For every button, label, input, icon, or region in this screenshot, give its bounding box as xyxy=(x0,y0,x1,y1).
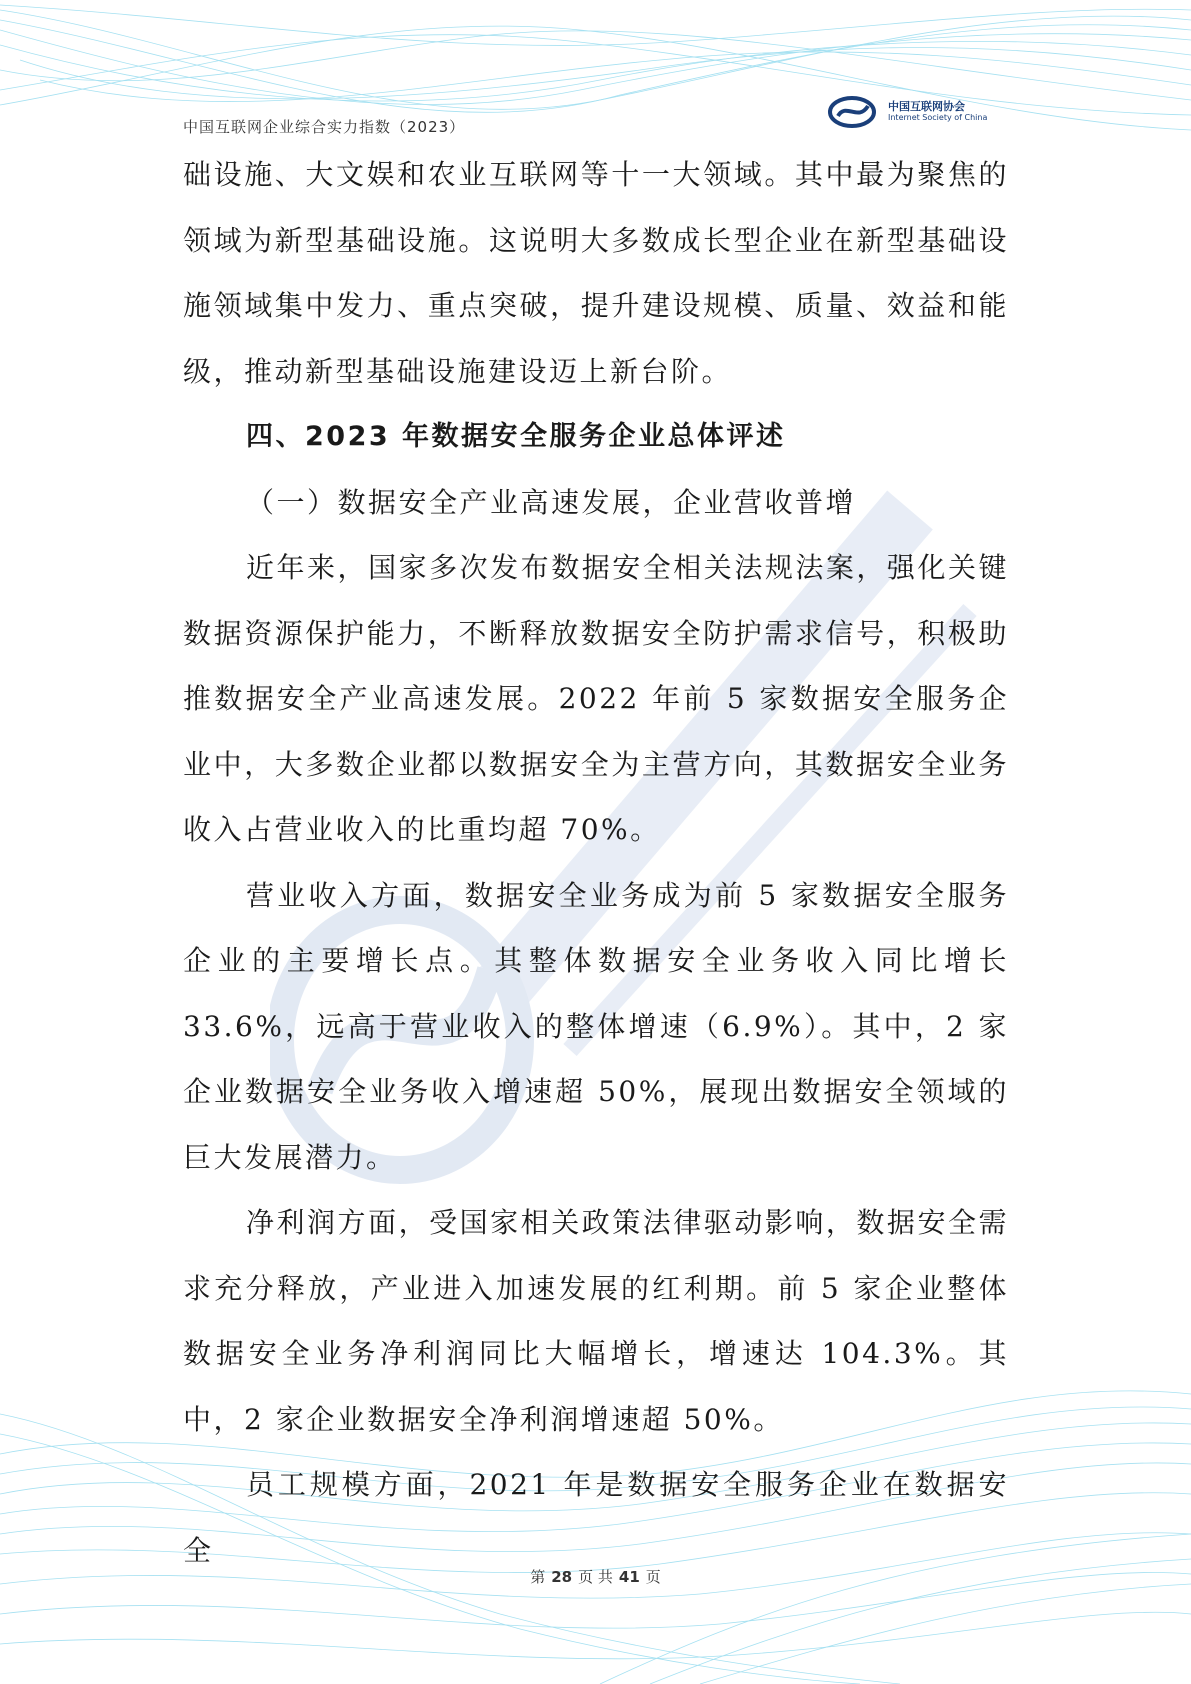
paragraph-industry-overview: 近年来，国家多次发布数据安全相关法规法案，强化关键数据资源保护能力，不断释放数据安全防护需求信号，积极助推数据安全产业高速发展。2022 年前 5 家数据安全服务企业中，大多数企业都以数据安全为主营方向，其数据安全业务收入占营业收入的比重均超 70%。 xyxy=(183,551,1009,846)
current-page: 28 xyxy=(551,1568,573,1586)
document-header-title: 中国互联网企业综合实力指数（2023） xyxy=(183,118,466,136)
paragraph-continued: 础设施、大文娱和农业互联网等十一大领域。其中最为聚焦的领域为新型基础设施。这说明大多数成长型企业在新型基础设施领域集中发力、重点突破，提升建设规模、质量、效益和能级，推动新型基础设施建设迈上新台阶。 xyxy=(183,158,1009,388)
paragraph-staff: 员工规模方面，2021 年是数据安全服务企业在数据安全 xyxy=(183,1468,1009,1567)
isc-logo-icon xyxy=(828,96,880,128)
logo-english-name: Internet Society of China xyxy=(888,113,988,122)
document-body xyxy=(183,142,1009,1583)
subsection-heading: （一）数据安全产业高速发展，企业营收普增 xyxy=(246,485,857,519)
section-heading: 四、2023 年数据安全服务企业总体评述 xyxy=(246,421,786,452)
page-number: 第 28 页 共 41 页 xyxy=(530,1568,661,1586)
logo-chinese-name: 中国互联网协会 xyxy=(888,100,965,113)
total-pages: 41 xyxy=(618,1568,640,1586)
isc-logo xyxy=(828,96,988,130)
top-wave-decoration xyxy=(0,0,1191,150)
paragraph-net-profit: 净利润方面，受国家相关政策法律驱动影响，数据安全需求充分释放，产业进入加速发展的红利期。前 5 家企业整体数据安全业务净利润同比大幅增长，增速达 104.3%。其中，2 家企业数据安全净利润增速超 50%。 xyxy=(183,1206,1009,1436)
paragraph-revenue: 营业收入方面，数据安全业务成为前 5 家数据安全服务企业的主要增长点。其整体数据安全业务收入同比增长33.6%，远高于营业收入的整体增速（6.9%）。其中，2 家企业数据安全业务收入增速超 50%，展现出数据安全领域的巨大发展潜力。 xyxy=(183,878,1009,1174)
